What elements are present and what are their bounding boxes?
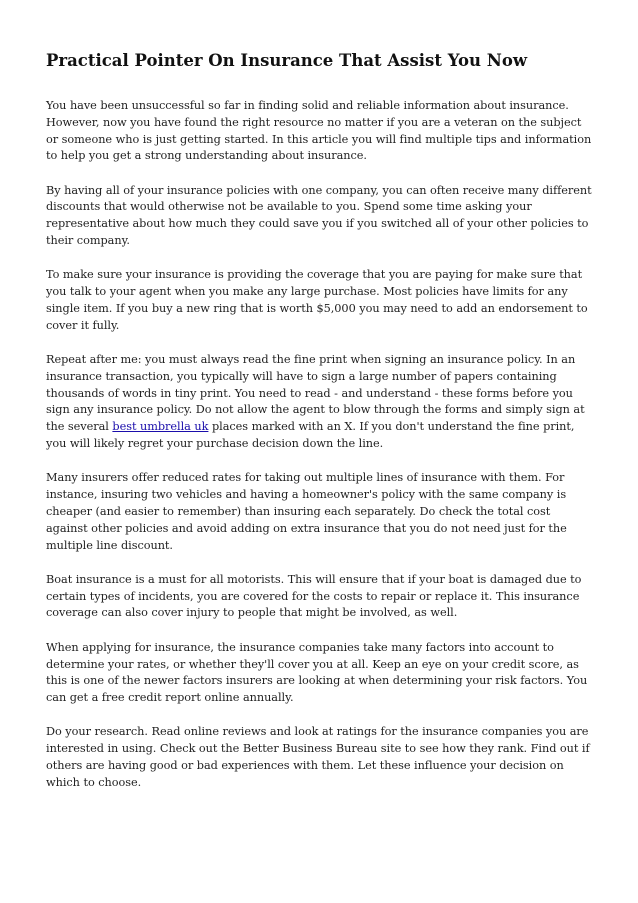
paragraph-research: Do your research. Read online reviews and look at ratings for the insurance companies you are interested in using. Check out the Better Business Bureau site to see how they rank. Find out if others are having good or bad experiences with them. Let these influence your decision on which to choose. — [46, 725, 590, 789]
fine-print-text-before: Repeat after me: you must always read the fine print when signing an insurance policy. In an insurance transaction, you typically will have to sign a large number of papers containing thousands of words in tiny print. You need to read - and understand - these forms before you sign any insurance policy. Do not allow the agent to blow through the forms and simply sign at the several — [46, 353, 585, 434]
paragraph-credit-score: When applying for insurance, the insurance companies take many factors into account to determine your rates, or whether they'll cover you at all. Keep an eye on your credit score, as this is one of the newer factors insurers are looking at when determining your risk factors. You can get a free credit report online annually. — [46, 640, 588, 705]
fine-print-text-after: places marked with an X. If you don't understand the fine print, you will likely regret your purchase decision down the line. — [46, 420, 575, 451]
paragraph-multiple-lines: Many insurers offer reduced rates for taking out multiple lines of insurance with them. For instance, insuring two vehicles and having a homeowner's policy with the same company is cheaper (and easier to remember) than insuring each separately. Do check the total cost against other policies and avoid adding on extra insurance that you do not need just for the multiple line discount. — [46, 471, 567, 552]
paragraph-boat-insurance: Boat insurance is a must for all motorists. This will ensure that if your boat is damaged due to certain types of incidents, you are covered for the costs to repair or replace it. This insurance coverage can also cover injury to people that might be involved, as well. — [46, 572, 582, 620]
paragraph-fine-print — [46, 352, 594, 453]
best-umbrella-uk-link[interactable]: best umbrella uk — [112, 420, 209, 434]
paragraph-intro: You have been unsuccessful so far in finding solid and reliable information about insurance. However, now you have found the right resource no matter if you are a veteran on the subject or someone who is just getting started. In this article you will find multiple tips and information to help you get a strong understanding about insurance. — [46, 99, 592, 163]
page-title: Practical Pointer On Insurance That Assist You Now — [46, 51, 528, 70]
paragraph-bundling: By having all of your insurance policies with one company, you can often receive many different discounts that would otherwise not be available to you. Spend some time asking your representative about how much they could save you if you switched all of your other policies to their company. — [46, 183, 592, 248]
document-page — [46, 50, 594, 809]
paragraph-large-purchase: To make sure your insurance is providing the coverage that you are paying for make sure that you talk to your agent when you make any large purchase. Most policies have limits for any single item. If you buy a new ring that is worth $5,000 you may need to add an endorsement to cover it fully. — [46, 268, 588, 332]
